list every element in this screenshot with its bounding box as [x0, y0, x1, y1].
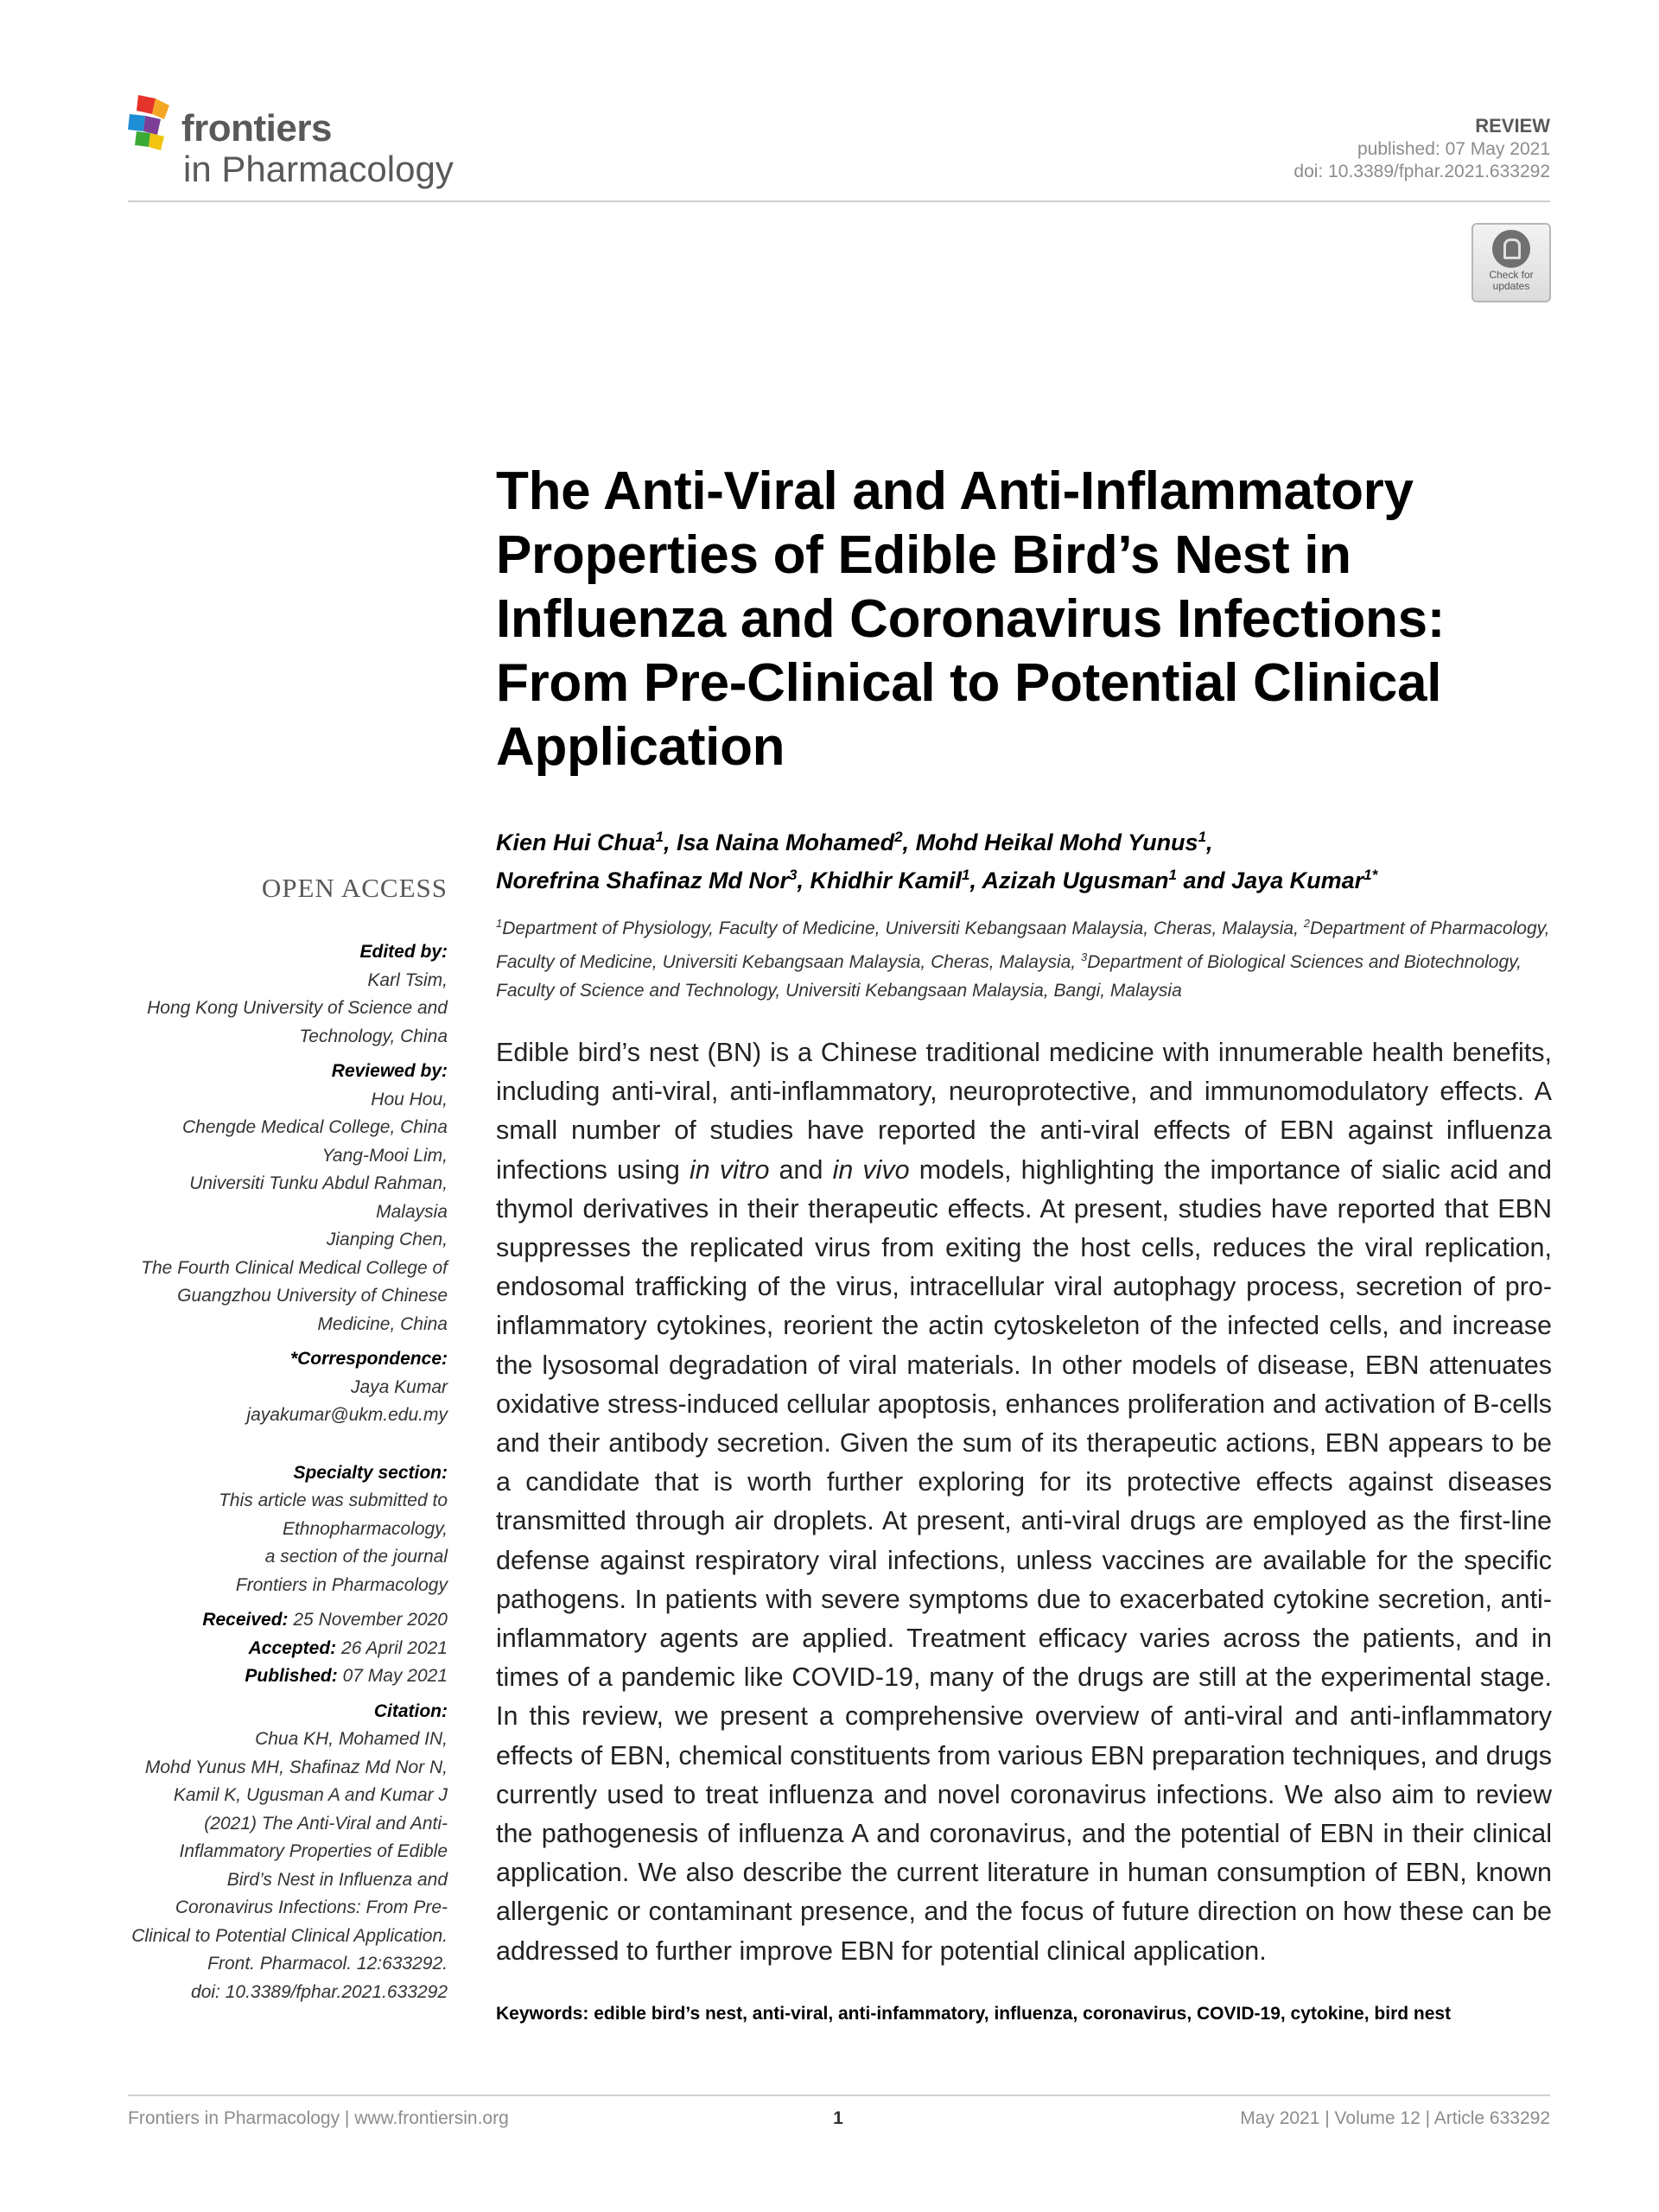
- keywords-label: Keywords:: [496, 2004, 589, 2024]
- author-name[interactable]: Norefrina Shafinaz Md Nor: [496, 868, 790, 893]
- editor-line: Technology, China: [299, 1026, 448, 1046]
- abstract-emphasis: in vivo: [832, 1154, 910, 1185]
- author-affiliation-sup: 3: [789, 867, 798, 883]
- abstract-text: models, highlighting the importance of sialic acid and thymol derivatives in their therapeutic effects. At present, studies have reported that EBN suppresses the replicated virus from exiting the host cells, reduces the viral replication, endosomal trafficking of the virus, intracellular viral autophagy process, secretion of pro-inflammatory cytokines, reorient the actin cytoskeleton of the infected cells, and increase the lysosomal degradation of viral materials. In other models of disease, EBN attenuates oxidative stress-induced cellular apoptosis, enhances proliferation and activation of B-cells and their antibody secretion. Given the sum of its therapeutic actions, EBN appears to be a candidate that is worth further exploring for its protective effects against diseases transmitted through air droplets. At present, anti-viral drugs are employed as the first-line defense against respiratory viral infections, unless vaccines are available for the specific pathogens. In patients with severe symptoms due to exacerbated cytokine secretion, anti-inflammatory agents are applied. Treatment efficacy varies across the patients, and in times of a pandemic like COVID-19, many of the drugs are still at the experimental stage. In this review, we present a comprehensive overview of anti-viral and anti-inflammatory effects of EBN, chemical constituents from various EBN preparation techniques, and drugs currently used to treat influenza and novel coronavirus infections. We also aim to review the pathogenesis of influenza A and coronavirus, and the potential of EBN in their clinical application. We also describe the current literature in human consumption of EBN, known allergenic or contaminant presence, and the focus of future direction on how these can be addressed to further improve EBN for potential clinical application.: [496, 1154, 1552, 1966]
- author-list: [496, 821, 1552, 897]
- citation-label: Citation:: [373, 1700, 448, 1721]
- author-name[interactable]: Mohd Heikal Mohd Yunus: [915, 830, 1198, 855]
- author-affiliation-sup: 1: [962, 867, 970, 883]
- author-affiliation-sup: 1: [655, 829, 664, 845]
- author-affiliation-sup: 1: [1198, 829, 1207, 845]
- footer-journal-link[interactable]: Frontiers in Pharmacology | www.frontiersin.org: [128, 2108, 509, 2128]
- citation-line: Mohd Yunus MH, Shafinaz Md Nor N,: [144, 1757, 448, 1777]
- citation-line: Clinical to Potential Clinical Application.: [131, 1925, 448, 1946]
- abstract: [496, 1033, 1552, 1971]
- article-info-sidebar: [121, 871, 448, 2006]
- editor-line: Karl Tsim,: [367, 969, 448, 990]
- logo-brand-text: frontiers: [181, 107, 332, 149]
- citation-doi-link[interactable]: doi: 10.3389/fphar.2021.633292: [191, 1981, 448, 2002]
- specialty-section-label: Specialty section:: [293, 1462, 448, 1483]
- citation-line: Kamil K, Ugusman A and Kumar J: [173, 1785, 448, 1805]
- author-conjunction: and: [1183, 868, 1225, 893]
- author-affiliation-sup: 1*: [1363, 867, 1378, 883]
- citation-line: Coronavirus Infections: From Pre-: [175, 1897, 448, 1917]
- keywords-text: edible bird’s nest, anti-viral, anti-infammatory, influenza, coronavirus, COVID-19, cytokine, bird nest: [594, 2004, 1452, 2024]
- reviewer-line: Malaysia: [376, 1201, 448, 1222]
- article-title: The Anti-Viral and Anti-Inflammatory Properties of Edible Bird’s Nest in Influenza and Coronavirus Infections: From Pre-Clinical to Potential Clinical Application: [496, 461, 1446, 777]
- author-name[interactable]: Azizah Ugusman: [982, 868, 1169, 893]
- citation-line: Bird’s Nest in Influenza and: [226, 1869, 448, 1890]
- reviewer-line: Medicine, China: [317, 1313, 448, 1334]
- published-date-sidebar: [121, 1662, 448, 1691]
- reviewer-line: Universiti Tunku Abdul Rahman,: [189, 1173, 448, 1193]
- author-name[interactable]: Jaya Kumar: [1231, 868, 1364, 893]
- author-line-1: Kien Hui Chua$^1$, Isa Naina Mohamed$^2$, Mohd Heikal Mohd Yunus$^1$,: [496, 829, 1213, 855]
- logo-journal-text: in Pharmacology: [183, 149, 454, 189]
- specialty-line: a section of the journal: [264, 1547, 448, 1567]
- correspondence-name: Jaya Kumar: [350, 1376, 448, 1397]
- specialty-line: Frontiers in Pharmacology: [235, 1574, 448, 1595]
- received-label: Received:: [202, 1610, 289, 1630]
- footer-issue-info: May 2021 | Volume 12 | Article 633292: [1240, 2108, 1550, 2128]
- author-affiliation-sup: 1: [1168, 867, 1178, 883]
- reviewer-line: Hou Hou,: [371, 1089, 448, 1109]
- author-affiliation-sup: 2: [894, 829, 903, 845]
- article-meta: [1294, 114, 1550, 183]
- reviewer-line: The Fourth Clinical Medical College of: [141, 1257, 448, 1278]
- author-name[interactable]: Kien Hui Chua: [496, 830, 656, 855]
- affiliation-text: Department of Physiology, Faculty of Medicine, Universiti Kebangsaan Malaysia, Cheras, Malaysia,: [502, 918, 1304, 938]
- editor-line: Hong Kong University of Science and: [147, 998, 448, 1018]
- affiliation-sup: 1: [496, 917, 503, 930]
- affiliation-sup: 3: [1080, 950, 1088, 963]
- received-value: 25 November 2020: [293, 1610, 448, 1630]
- article-type: REVIEW: [1475, 115, 1550, 137]
- open-access-label: OPEN ACCESS: [261, 873, 448, 903]
- reviewer-line: Chengde Medical College, China: [181, 1117, 448, 1137]
- check-updates-line1: Check for: [1489, 269, 1534, 281]
- reviewer-line: Guangzhou University of Chinese: [177, 1286, 448, 1306]
- edited-by-label: Edited by:: [359, 942, 448, 962]
- abstract-emphasis: in vitro: [689, 1154, 770, 1185]
- correspondence-label: *Correspondence:: [289, 1349, 448, 1369]
- affiliation-sup: 2: [1303, 917, 1310, 930]
- footer-divider: [128, 2094, 1550, 2096]
- page-number: 1: [833, 2108, 843, 2128]
- author-name[interactable]: Isa Naina Mohamed: [677, 830, 895, 855]
- abstract-text: Edible bird’s nest (BN) is a Chinese traditional medicine with innumerable health benefits, including anti-viral, anti-inflammatory, neuroprotective, and immunomodulatory effects. A small number of studies have reported the anti-viral effects of EBN against influenza infections using: [496, 1038, 1552, 1185]
- frontiers-logo-icon: [126, 93, 178, 156]
- correspondence-email-link[interactable]: jayakumar@ukm.edu.my: [246, 1405, 448, 1425]
- journal-logo: [126, 90, 489, 194]
- citation-line: Front. Pharmacol. 12:633292.: [207, 1954, 448, 1974]
- doi[interactable]: doi: 10.3389/fphar.2021.633292: [1294, 162, 1550, 181]
- accepted-value: 26 April 2021: [341, 1637, 448, 1658]
- published-value: 07 May 2021: [342, 1666, 448, 1686]
- specialty-line: This article was submitted to: [219, 1491, 448, 1510]
- reviewed-by-label: Reviewed by:: [331, 1061, 448, 1081]
- keywords: [496, 2001, 1552, 2027]
- author-name[interactable]: Khidhir Kamil: [810, 868, 963, 893]
- affiliation-text: Department of Pharmacology, Faculty of Medicine, Universiti Kebangsaan Malaysia, Cheras, Malaysia,: [496, 918, 1550, 972]
- accepted-date: [121, 1635, 448, 1663]
- bookmark-icon: [1492, 230, 1530, 268]
- published-date: published: 07 May 2021: [1357, 139, 1550, 159]
- citation-line: (2021) The Anti-Viral and Anti-: [204, 1813, 448, 1834]
- citation-line: Inflammatory Properties of Edible: [179, 1841, 448, 1861]
- specialty-line: Ethnopharmacology,: [282, 1518, 448, 1539]
- accepted-label: Accepted:: [248, 1637, 337, 1658]
- affiliation-text: Department of Biological Sciences and Biotechnology, Faculty of Science and Technology, Universiti Kebangsaan Malaysia, Bangi, Malaysia: [496, 952, 1522, 1001]
- check-for-updates-button[interactable]: [1471, 223, 1551, 302]
- reviewer-line: Jianping Chen,: [326, 1230, 448, 1249]
- received-date: [121, 1606, 448, 1635]
- author-line-2: Norefrina Shafinaz Md Nor$^3$, Khidhir Kamil$^1$, Azizah Ugusman$^1$ and Jaya Kumar$^{1*}$: [496, 867, 1378, 893]
- reviewer-line: Yang-Mooi Lim,: [321, 1145, 448, 1166]
- check-updates-line2: updates: [1492, 280, 1530, 292]
- affiliations: [496, 909, 1552, 1005]
- citation-line: Chua KH, Mohamed IN,: [255, 1729, 448, 1749]
- published-label: Published:: [245, 1666, 338, 1686]
- abstract-text: and: [769, 1154, 833, 1185]
- header-divider: [128, 200, 1550, 202]
